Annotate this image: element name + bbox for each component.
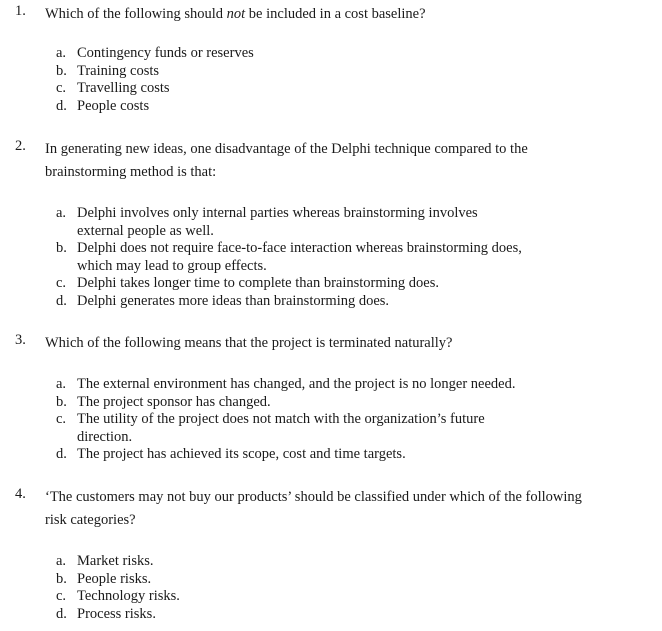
option-text-line: Delphi does not require face-to-face interaction whereas brainstorming does,: [77, 240, 522, 256]
option-text-line: Delphi involves only internal parties whereas brainstorming involves: [77, 205, 478, 221]
question-text-line: brainstorming method is that:: [45, 164, 217, 180]
option-text-line: external people as well.: [77, 222, 214, 239]
option-text: Technology risks.: [77, 588, 180, 604]
option-text: People risks.: [77, 570, 152, 587]
option-a: [56, 45, 536, 63]
option-d: [56, 606, 536, 624]
option-d: [56, 98, 536, 116]
question-text-line: risk categories?: [45, 512, 136, 528]
option-letter: d.: [56, 97, 67, 114]
question-text: [45, 138, 620, 184]
option-d: [56, 446, 536, 464]
option-letter: a.: [56, 205, 67, 221]
question-number: 1.: [15, 3, 26, 19]
option-letter: b.: [56, 393, 67, 410]
option-b: [56, 240, 536, 275]
option-letter: c.: [56, 411, 67, 427]
option-c: [56, 588, 536, 606]
option-text: Process risks.: [77, 605, 156, 622]
option-text: Market risks.: [77, 553, 154, 569]
option-text: Contingency funds or reserves: [77, 45, 254, 61]
question-text-part: Which of the following should: [45, 6, 227, 22]
option-c: [56, 80, 536, 98]
question-3-options: [56, 376, 536, 464]
option-letter: c.: [56, 588, 67, 604]
option-text: People costs: [77, 97, 150, 114]
option-letter: d.: [56, 446, 67, 462]
question-4-options: [56, 553, 536, 623]
question-text-emphasis: not: [226, 6, 246, 22]
question-number: 3.: [15, 332, 26, 348]
option-text-line: direction.: [77, 428, 133, 445]
question-number: 2.: [15, 138, 26, 154]
option-letter: c.: [56, 275, 67, 291]
option-letter: d.: [56, 605, 67, 622]
option-d: [56, 293, 536, 311]
option-text: The external environment has changed, and the project is no longer needed.: [77, 376, 516, 392]
question-text-part: be included in a cost baseline?: [245, 6, 426, 22]
option-text: Training costs: [77, 62, 160, 79]
question-1-options: [56, 45, 536, 115]
option-b: [56, 394, 536, 412]
option-text: Delphi generates more ideas than brainstorming does.: [77, 292, 390, 309]
option-text: Delphi takes longer time to complete than brainstorming does.: [77, 275, 440, 291]
option-a: [56, 376, 536, 394]
option-letter: b.: [56, 62, 67, 79]
question-number: 4.: [15, 486, 26, 502]
option-letter: a.: [56, 553, 67, 569]
option-text: Travelling costs: [77, 80, 170, 96]
option-text-line: The utility of the project does not match with the organization’s future: [77, 411, 485, 427]
option-text: The project sponsor has changed.: [77, 393, 271, 410]
question-text-line: In generating new ideas, one disadvantage of the Delphi technique compared to the: [45, 141, 528, 157]
option-text: The project has achieved its scope, cost and time targets.: [77, 446, 406, 462]
option-letter: d.: [56, 292, 67, 309]
option-letter: a.: [56, 376, 67, 392]
option-b: [56, 63, 536, 81]
option-text-line: which may lead to group effects.: [77, 257, 267, 274]
option-b: [56, 571, 536, 589]
option-c: [56, 411, 536, 446]
question-text: [45, 486, 620, 532]
option-letter: b.: [56, 240, 67, 256]
option-c: [56, 275, 536, 293]
question-text-line: ‘The customers may not buy our products’ should be classified under which of the following: [45, 489, 582, 505]
question-2-options: [56, 205, 536, 310]
option-letter: c.: [56, 80, 67, 96]
question-text: Which of the following means that the project is terminated naturally?: [45, 335, 453, 351]
option-a: [56, 553, 536, 571]
option-letter: b.: [56, 570, 67, 587]
question-text: [45, 3, 620, 26]
option-a: [56, 205, 536, 240]
option-letter: a.: [56, 45, 67, 61]
